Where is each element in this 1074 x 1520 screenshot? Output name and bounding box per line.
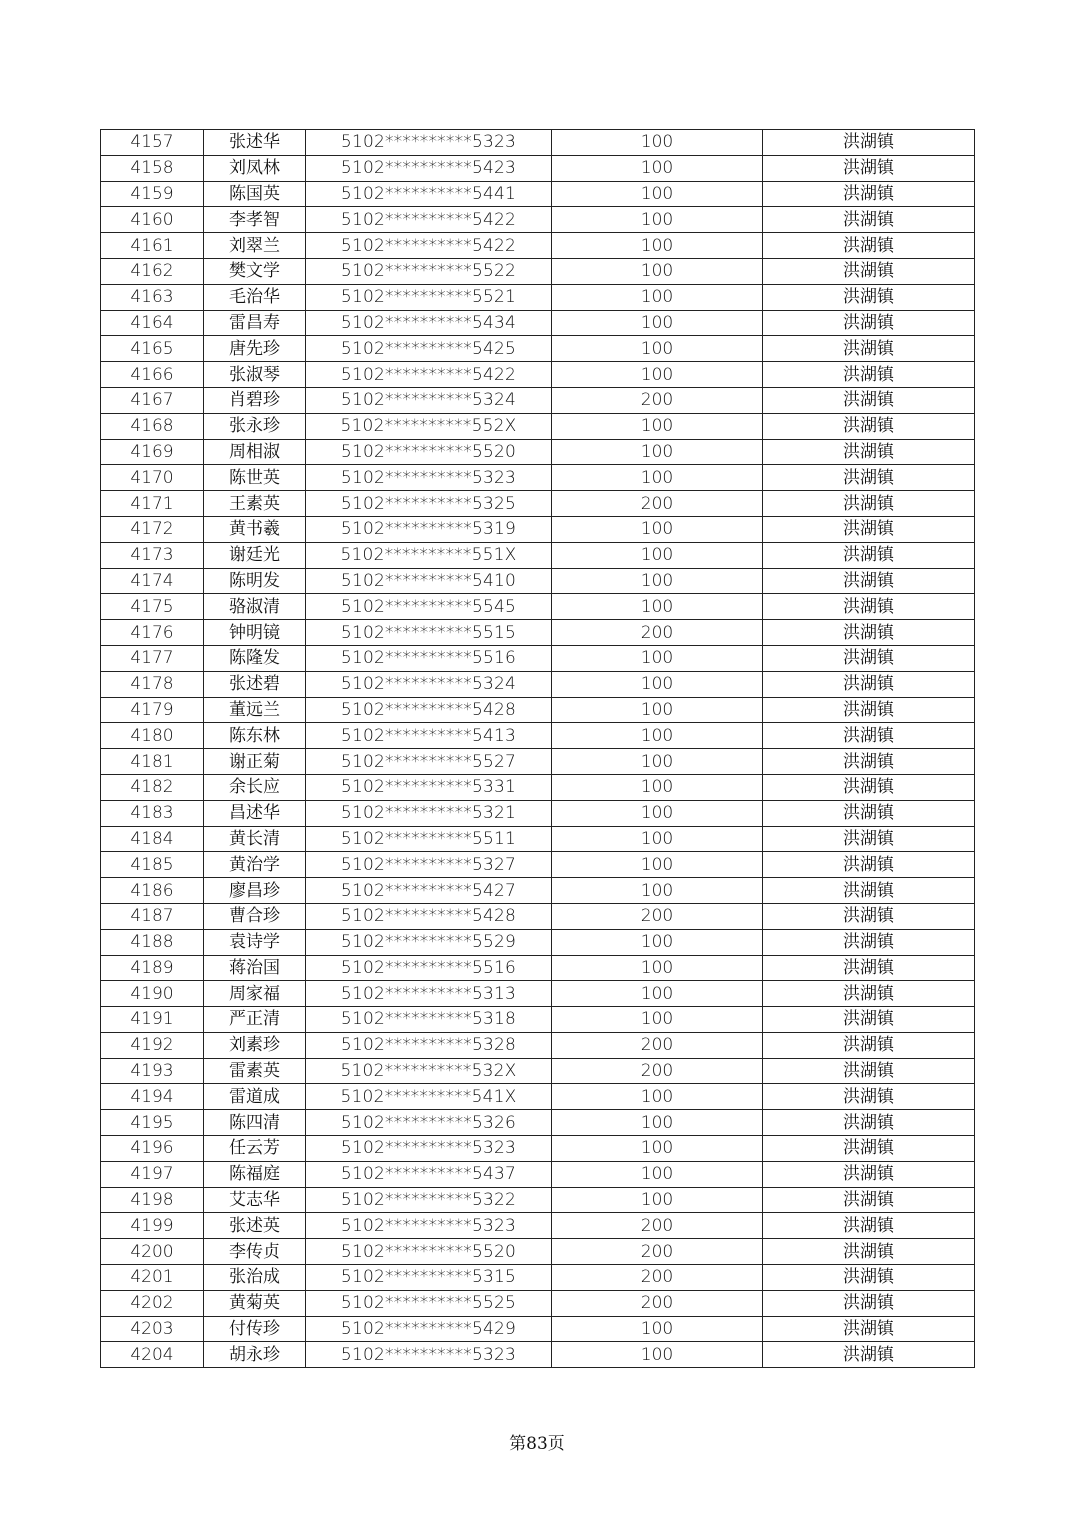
id-number-cell: 5102**********5521	[306, 284, 552, 310]
name-cell: 刘凤林	[204, 155, 306, 181]
table-row	[101, 465, 975, 491]
table-row	[101, 233, 975, 259]
town-cell: 洪湖镇	[763, 774, 975, 800]
name-cell: 黄治学	[204, 852, 306, 878]
row-number-cell: 4203	[101, 1316, 204, 1342]
name-cell: 黄书羲	[204, 516, 306, 542]
row-number-cell: 4180	[101, 723, 204, 749]
name-cell: 陈福庭	[204, 1161, 306, 1187]
id-number-cell: 5102**********5323	[306, 1136, 552, 1162]
row-number-cell: 4178	[101, 671, 204, 697]
row-number-cell: 4157	[101, 130, 204, 156]
name-cell: 樊文学	[204, 258, 306, 284]
town-cell: 洪湖镇	[763, 749, 975, 775]
id-number-cell: 5102**********5321	[306, 800, 552, 826]
table-row	[101, 155, 975, 181]
amount-cell: 100	[552, 439, 763, 465]
table-row	[101, 1316, 975, 1342]
table-row	[101, 491, 975, 517]
name-cell: 骆淑清	[204, 594, 306, 620]
row-number-cell: 4170	[101, 465, 204, 491]
id-number-cell: 5102**********5327	[306, 852, 552, 878]
name-cell: 陈隆发	[204, 645, 306, 671]
town-cell: 洪湖镇	[763, 697, 975, 723]
id-number-cell: 5102**********5323	[306, 1213, 552, 1239]
amount-cell: 100	[552, 284, 763, 310]
amount-cell: 100	[552, 774, 763, 800]
name-cell: 董远兰	[204, 697, 306, 723]
town-cell: 洪湖镇	[763, 800, 975, 826]
town-cell: 洪湖镇	[763, 620, 975, 646]
row-number-cell: 4163	[101, 284, 204, 310]
name-cell: 陈明发	[204, 568, 306, 594]
table-row	[101, 671, 975, 697]
id-number-cell: 5102**********5328	[306, 1032, 552, 1058]
row-number-cell: 4192	[101, 1032, 204, 1058]
name-cell: 陈世英	[204, 465, 306, 491]
amount-cell: 100	[552, 852, 763, 878]
table-row	[101, 826, 975, 852]
amount-cell: 200	[552, 903, 763, 929]
id-number-cell: 5102**********551X	[306, 542, 552, 568]
table-row	[101, 284, 975, 310]
town-cell: 洪湖镇	[763, 1032, 975, 1058]
amount-cell: 100	[552, 181, 763, 207]
table-row	[101, 310, 975, 336]
name-cell: 胡永珍	[204, 1342, 306, 1368]
name-cell: 张述英	[204, 1213, 306, 1239]
name-cell: 李传贞	[204, 1239, 306, 1265]
name-cell: 艾志华	[204, 1187, 306, 1213]
table-row	[101, 800, 975, 826]
table-row	[101, 1032, 975, 1058]
table-row	[101, 1110, 975, 1136]
town-cell: 洪湖镇	[763, 130, 975, 156]
name-cell: 李孝智	[204, 207, 306, 233]
town-cell: 洪湖镇	[763, 981, 975, 1007]
town-cell: 洪湖镇	[763, 181, 975, 207]
id-number-cell: 5102**********5313	[306, 981, 552, 1007]
town-cell: 洪湖镇	[763, 852, 975, 878]
town-cell: 洪湖镇	[763, 955, 975, 981]
name-cell: 付传珍	[204, 1316, 306, 1342]
id-number-cell: 5102**********5527	[306, 749, 552, 775]
name-cell: 张述碧	[204, 671, 306, 697]
table-row	[101, 207, 975, 233]
row-number-cell: 4179	[101, 697, 204, 723]
town-cell: 洪湖镇	[763, 439, 975, 465]
town-cell: 洪湖镇	[763, 155, 975, 181]
id-number-cell: 5102**********5515	[306, 620, 552, 646]
id-number-cell: 5102**********5413	[306, 723, 552, 749]
town-cell: 洪湖镇	[763, 1239, 975, 1265]
amount-cell: 200	[552, 1265, 763, 1291]
row-number-cell: 4164	[101, 310, 204, 336]
amount-cell: 200	[552, 387, 763, 413]
row-number-cell: 4195	[101, 1110, 204, 1136]
row-number-cell: 4158	[101, 155, 204, 181]
town-cell: 洪湖镇	[763, 723, 975, 749]
name-cell: 任云芳	[204, 1136, 306, 1162]
amount-cell: 100	[552, 723, 763, 749]
town-cell: 洪湖镇	[763, 1316, 975, 1342]
table-row	[101, 1239, 975, 1265]
id-number-cell: 5102**********5410	[306, 568, 552, 594]
amount-cell: 100	[552, 697, 763, 723]
amount-cell: 100	[552, 826, 763, 852]
id-number-cell: 5102**********5428	[306, 903, 552, 929]
row-number-cell: 4172	[101, 516, 204, 542]
row-number-cell: 4187	[101, 903, 204, 929]
id-number-cell: 5102**********5323	[306, 1342, 552, 1368]
town-cell: 洪湖镇	[763, 1110, 975, 1136]
id-number-cell: 5102**********5325	[306, 491, 552, 517]
table-row	[101, 594, 975, 620]
town-cell: 洪湖镇	[763, 233, 975, 259]
town-cell: 洪湖镇	[763, 929, 975, 955]
table-row	[101, 181, 975, 207]
row-number-cell: 4196	[101, 1136, 204, 1162]
table-row	[101, 1187, 975, 1213]
table-row	[101, 1342, 975, 1368]
town-cell: 洪湖镇	[763, 1058, 975, 1084]
name-cell: 黄菊英	[204, 1290, 306, 1316]
town-cell: 洪湖镇	[763, 1161, 975, 1187]
page-number: 第83页	[509, 1434, 565, 1454]
amount-cell: 100	[552, 981, 763, 1007]
amount-cell: 100	[552, 749, 763, 775]
name-cell: 肖碧珍	[204, 387, 306, 413]
row-number-cell: 4190	[101, 981, 204, 1007]
data-table	[100, 129, 975, 1368]
table-row	[101, 387, 975, 413]
id-number-cell: 5102**********5318	[306, 1007, 552, 1033]
amount-cell: 200	[552, 1032, 763, 1058]
row-number-cell: 4185	[101, 852, 204, 878]
town-cell: 洪湖镇	[763, 903, 975, 929]
row-number-cell: 4191	[101, 1007, 204, 1033]
id-number-cell: 5102**********5425	[306, 336, 552, 362]
id-number-cell: 5102**********5441	[306, 181, 552, 207]
id-number-cell: 5102**********532X	[306, 1058, 552, 1084]
name-cell: 余长应	[204, 774, 306, 800]
town-cell: 洪湖镇	[763, 594, 975, 620]
id-number-cell: 5102**********5319	[306, 516, 552, 542]
name-cell: 张治成	[204, 1265, 306, 1291]
id-number-cell: 5102**********5427	[306, 878, 552, 904]
town-cell: 洪湖镇	[763, 516, 975, 542]
name-cell: 黄长清	[204, 826, 306, 852]
amount-cell: 200	[552, 491, 763, 517]
amount-cell: 100	[552, 1084, 763, 1110]
amount-cell: 100	[552, 671, 763, 697]
row-number-cell: 4162	[101, 258, 204, 284]
table-row	[101, 1213, 975, 1239]
amount-cell: 100	[552, 310, 763, 336]
row-number-cell: 4165	[101, 336, 204, 362]
id-number-cell: 5102**********5428	[306, 697, 552, 723]
id-number-cell: 5102**********5434	[306, 310, 552, 336]
table-row	[101, 723, 975, 749]
town-cell: 洪湖镇	[763, 258, 975, 284]
table-row	[101, 1265, 975, 1291]
id-number-cell: 5102**********5525	[306, 1290, 552, 1316]
amount-cell: 100	[552, 1161, 763, 1187]
town-cell: 洪湖镇	[763, 387, 975, 413]
row-number-cell: 4189	[101, 955, 204, 981]
id-number-cell: 5102**********5516	[306, 645, 552, 671]
amount-cell: 100	[552, 645, 763, 671]
amount-cell: 100	[552, 516, 763, 542]
id-number-cell: 5102**********541X	[306, 1084, 552, 1110]
id-number-cell: 5102**********5511	[306, 826, 552, 852]
town-cell: 洪湖镇	[763, 1342, 975, 1368]
table-row	[101, 1290, 975, 1316]
name-cell: 袁诗学	[204, 929, 306, 955]
amount-cell: 100	[552, 1342, 763, 1368]
town-cell: 洪湖镇	[763, 671, 975, 697]
row-number-cell: 4171	[101, 491, 204, 517]
row-number-cell: 4160	[101, 207, 204, 233]
table-row	[101, 852, 975, 878]
name-cell: 谢廷光	[204, 542, 306, 568]
name-cell: 刘素珍	[204, 1032, 306, 1058]
amount-cell: 100	[552, 1007, 763, 1033]
amount-cell: 200	[552, 620, 763, 646]
row-number-cell: 4186	[101, 878, 204, 904]
row-number-cell: 4167	[101, 387, 204, 413]
row-number-cell: 4198	[101, 1187, 204, 1213]
table-row	[101, 568, 975, 594]
table-row	[101, 981, 975, 1007]
row-number-cell: 4197	[101, 1161, 204, 1187]
id-number-cell: 5102**********5324	[306, 671, 552, 697]
table-row	[101, 1007, 975, 1033]
row-number-cell: 4173	[101, 542, 204, 568]
town-cell: 洪湖镇	[763, 284, 975, 310]
amount-cell: 100	[552, 929, 763, 955]
table-row	[101, 774, 975, 800]
row-number-cell: 4168	[101, 413, 204, 439]
id-number-cell: 5102**********5529	[306, 929, 552, 955]
id-number-cell: 5102**********5322	[306, 1187, 552, 1213]
town-cell: 洪湖镇	[763, 1187, 975, 1213]
row-number-cell: 4183	[101, 800, 204, 826]
name-cell: 曹合珍	[204, 903, 306, 929]
name-cell: 张永珍	[204, 413, 306, 439]
table-row	[101, 1161, 975, 1187]
table-row	[101, 130, 975, 156]
table-body	[101, 130, 975, 1368]
name-cell: 陈国英	[204, 181, 306, 207]
amount-cell: 100	[552, 955, 763, 981]
name-cell: 雷道成	[204, 1084, 306, 1110]
name-cell: 昌述华	[204, 800, 306, 826]
id-number-cell: 5102**********5422	[306, 233, 552, 259]
table-row	[101, 878, 975, 904]
name-cell: 廖昌珍	[204, 878, 306, 904]
table-row	[101, 1058, 975, 1084]
table-row	[101, 697, 975, 723]
amount-cell: 100	[552, 130, 763, 156]
town-cell: 洪湖镇	[763, 465, 975, 491]
name-cell: 张述华	[204, 130, 306, 156]
town-cell: 洪湖镇	[763, 336, 975, 362]
amount-cell: 100	[552, 207, 763, 233]
town-cell: 洪湖镇	[763, 491, 975, 517]
table-row	[101, 362, 975, 388]
id-number-cell: 5102**********5429	[306, 1316, 552, 1342]
table-row	[101, 749, 975, 775]
name-cell: 蒋治国	[204, 955, 306, 981]
row-number-cell: 4174	[101, 568, 204, 594]
id-number-cell: 5102**********5422	[306, 362, 552, 388]
town-cell: 洪湖镇	[763, 1213, 975, 1239]
id-number-cell: 5102**********5324	[306, 387, 552, 413]
town-cell: 洪湖镇	[763, 645, 975, 671]
row-number-cell: 4159	[101, 181, 204, 207]
id-number-cell: 5102**********552X	[306, 413, 552, 439]
name-cell: 周相淑	[204, 439, 306, 465]
row-number-cell: 4201	[101, 1265, 204, 1291]
table-row	[101, 336, 975, 362]
amount-cell: 100	[552, 1110, 763, 1136]
id-number-cell: 5102**********5323	[306, 465, 552, 491]
id-number-cell: 5102**********5437	[306, 1161, 552, 1187]
table-row	[101, 903, 975, 929]
town-cell: 洪湖镇	[763, 568, 975, 594]
name-cell: 唐先珍	[204, 336, 306, 362]
row-number-cell: 4199	[101, 1213, 204, 1239]
town-cell: 洪湖镇	[763, 1265, 975, 1291]
id-number-cell: 5102**********5520	[306, 439, 552, 465]
table-row	[101, 645, 975, 671]
town-cell: 洪湖镇	[763, 542, 975, 568]
table-row	[101, 516, 975, 542]
table-row	[101, 620, 975, 646]
amount-cell: 100	[552, 336, 763, 362]
town-cell: 洪湖镇	[763, 1136, 975, 1162]
amount-cell: 200	[552, 1290, 763, 1316]
id-number-cell: 5102**********5331	[306, 774, 552, 800]
table-row	[101, 1084, 975, 1110]
row-number-cell: 4177	[101, 645, 204, 671]
amount-cell: 100	[552, 1136, 763, 1162]
amount-cell: 100	[552, 542, 763, 568]
table-row	[101, 542, 975, 568]
table-row	[101, 929, 975, 955]
name-cell: 张淑琴	[204, 362, 306, 388]
town-cell: 洪湖镇	[763, 1007, 975, 1033]
name-cell: 雷素英	[204, 1058, 306, 1084]
amount-cell: 100	[552, 568, 763, 594]
town-cell: 洪湖镇	[763, 310, 975, 336]
name-cell: 毛治华	[204, 284, 306, 310]
name-cell: 谢正菊	[204, 749, 306, 775]
row-number-cell: 4184	[101, 826, 204, 852]
name-cell: 陈东林	[204, 723, 306, 749]
id-number-cell: 5102**********5423	[306, 155, 552, 181]
id-number-cell: 5102**********5522	[306, 258, 552, 284]
row-number-cell: 4175	[101, 594, 204, 620]
table-row	[101, 258, 975, 284]
amount-cell: 100	[552, 594, 763, 620]
row-number-cell: 4161	[101, 233, 204, 259]
id-number-cell: 5102**********5545	[306, 594, 552, 620]
table-row	[101, 955, 975, 981]
amount-cell: 100	[552, 233, 763, 259]
town-cell: 洪湖镇	[763, 1290, 975, 1316]
row-number-cell: 4188	[101, 929, 204, 955]
row-number-cell: 4193	[101, 1058, 204, 1084]
name-cell: 严正清	[204, 1007, 306, 1033]
row-number-cell: 4182	[101, 774, 204, 800]
name-cell: 刘翠兰	[204, 233, 306, 259]
row-number-cell: 4204	[101, 1342, 204, 1368]
table-row	[101, 1136, 975, 1162]
amount-cell: 100	[552, 1316, 763, 1342]
row-number-cell: 4166	[101, 362, 204, 388]
amount-cell: 100	[552, 155, 763, 181]
id-number-cell: 5102**********5323	[306, 130, 552, 156]
name-cell: 雷昌寿	[204, 310, 306, 336]
amount-cell: 100	[552, 1187, 763, 1213]
name-cell: 王素英	[204, 491, 306, 517]
town-cell: 洪湖镇	[763, 826, 975, 852]
town-cell: 洪湖镇	[763, 207, 975, 233]
amount-cell: 200	[552, 1213, 763, 1239]
row-number-cell: 4176	[101, 620, 204, 646]
id-number-cell: 5102**********5326	[306, 1110, 552, 1136]
table-row	[101, 439, 975, 465]
amount-cell: 100	[552, 878, 763, 904]
id-number-cell: 5102**********5516	[306, 955, 552, 981]
amount-cell: 100	[552, 465, 763, 491]
id-number-cell: 5102**********5422	[306, 207, 552, 233]
row-number-cell: 4200	[101, 1239, 204, 1265]
row-number-cell: 4169	[101, 439, 204, 465]
row-number-cell: 4181	[101, 749, 204, 775]
town-cell: 洪湖镇	[763, 1084, 975, 1110]
amount-cell: 200	[552, 1239, 763, 1265]
name-cell: 陈四清	[204, 1110, 306, 1136]
id-number-cell: 5102**********5520	[306, 1239, 552, 1265]
amount-cell: 100	[552, 362, 763, 388]
row-number-cell: 4202	[101, 1290, 204, 1316]
town-cell: 洪湖镇	[763, 413, 975, 439]
name-cell: 周家福	[204, 981, 306, 1007]
amount-cell: 100	[552, 413, 763, 439]
name-cell: 钟明镜	[204, 620, 306, 646]
town-cell: 洪湖镇	[763, 362, 975, 388]
id-number-cell: 5102**********5315	[306, 1265, 552, 1291]
amount-cell: 100	[552, 800, 763, 826]
town-cell: 洪湖镇	[763, 878, 975, 904]
table-row	[101, 413, 975, 439]
amount-cell: 200	[552, 1058, 763, 1084]
amount-cell: 100	[552, 258, 763, 284]
row-number-cell: 4194	[101, 1084, 204, 1110]
